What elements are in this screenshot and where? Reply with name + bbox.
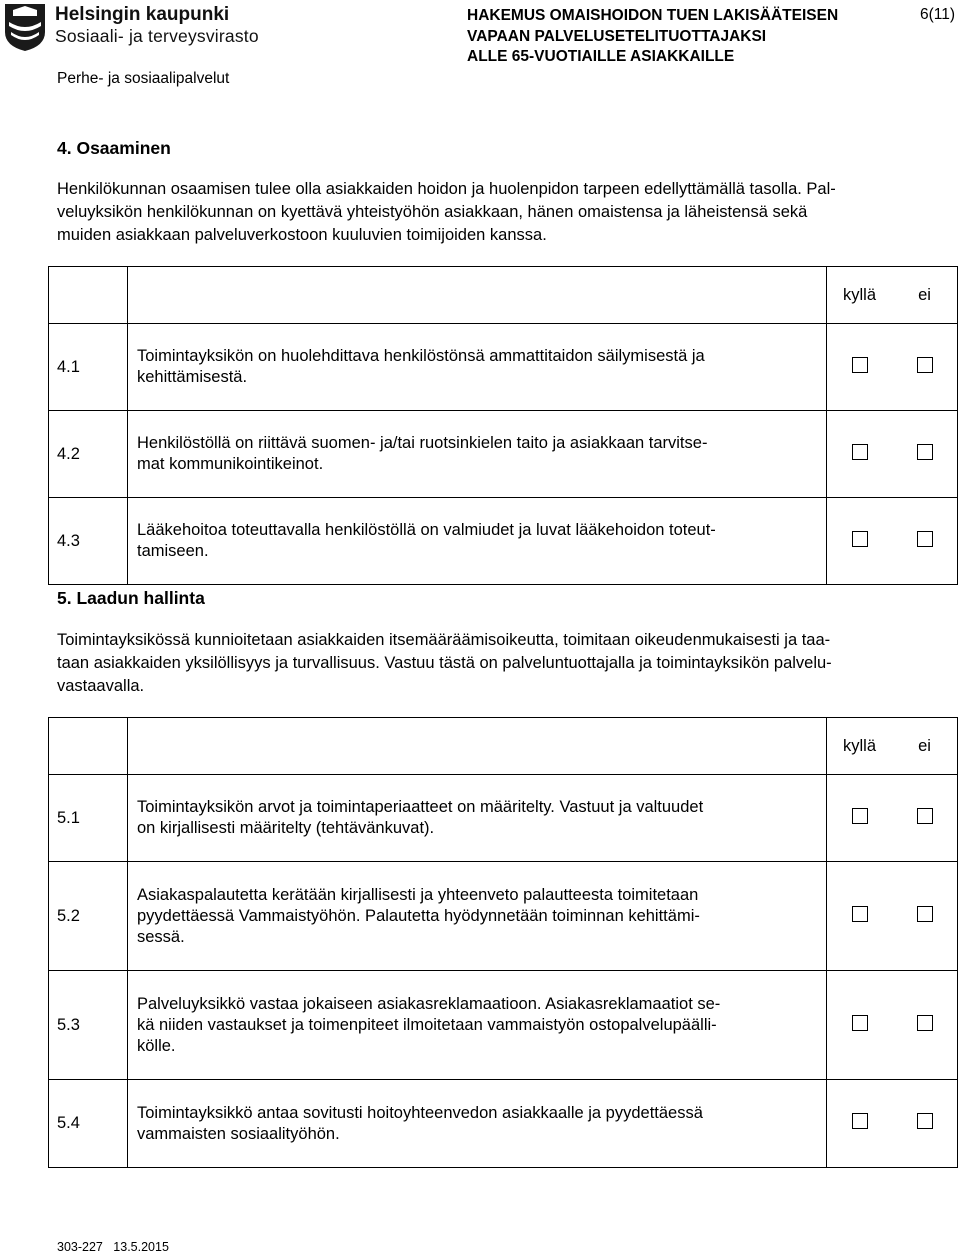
checklist-row [49, 971, 958, 1080]
page-number: 6(11) [920, 6, 956, 23]
item-text: Asiakaspalautetta kerätään kirjallisesti ja yhteenveto palautteesta toimitetaan pyydettäessä Vammaistyöhön. Palautetta hyödynnetään toiminnan kehittämi- sessä. [128, 862, 827, 971]
item-number: 5.1 [49, 775, 128, 862]
yes-checkbox[interactable] [852, 1113, 868, 1129]
item-text: Toimintayksikkö antaa sovitusti hoitoyhteenvedon asiakkaalle ja pyydettäessä vammaisten sosiaalityöhön. [128, 1080, 827, 1168]
document-title-line: VAPAAN PALVELUSETELITUOTTAJAKSI [467, 27, 767, 45]
item-number: 4.2 [49, 411, 128, 498]
checklist-header-row [49, 718, 958, 775]
document-title-line: HAKEMUS OMAISHOIDON TUEN LAKISÄÄTEISEN [467, 7, 839, 24]
yes-checkbox[interactable] [852, 906, 868, 922]
no-checkbox[interactable] [917, 1015, 933, 1031]
checklist-row [49, 1080, 958, 1168]
item-number: 5.4 [49, 1080, 128, 1168]
checklist-row [49, 498, 958, 585]
checklist-row [49, 775, 958, 862]
section-5-checklist [48, 717, 958, 1168]
intro-line: Henkilökunnan osaamisen tulee olla asiakkaiden hoidon ja huolenpidon tarpeen edellyttämällä tasolla. Pal- [57, 180, 836, 198]
column-label-yes: kyllä [842, 285, 876, 304]
item-text: Toimintayksikön arvot ja toimintaperiaatteet on määritelty. Vastuut ja valtuudet on kirjallisesti määritelty (tehtävänkuvat). [128, 775, 827, 862]
city-crest-logo [3, 2, 47, 52]
checklist-row [49, 862, 958, 971]
intro-line: veluyksikön henkilökunnan on kyettävä yhteistyöhön asiakkaan, hänen omaistensa ja läheistensä sekä [57, 203, 808, 221]
item-number: 4.1 [49, 324, 128, 411]
document-title-line: ALLE 65-VUOTIAILLE ASIAKKAILLE [467, 48, 735, 65]
item-number: 4.3 [49, 498, 128, 585]
column-label-no: ei [918, 736, 931, 755]
item-text: Palveluyksikkö vastaa jokaiseen asiakasreklamaatioon. Asiakasreklamaatiot se- kä niiden vastaukset ja toimenpiteet ilmoitetaan vammaistyön ostopalvelupäälli- kölle. [128, 971, 827, 1080]
item-number: 5.3 [49, 971, 128, 1080]
column-label-no: ei [918, 285, 931, 304]
section-5-intro [57, 629, 947, 698]
yes-checkbox[interactable] [852, 357, 868, 373]
item-text: Toimintayksikön on huolehdittava henkilöstönsä ammattitaidon säilymisestä ja kehittämisestä. [128, 324, 827, 411]
no-checkbox[interactable] [917, 444, 933, 460]
section-4-intro [57, 178, 947, 247]
yes-checkbox[interactable] [852, 531, 868, 547]
org-unit: Sosiaali- ja terveysvirasto [55, 26, 259, 46]
column-label-yes: kyllä [842, 736, 876, 755]
no-checkbox[interactable] [917, 808, 933, 824]
checklist-row [49, 411, 958, 498]
footer [57, 1240, 169, 1254]
document-code: 303-227 [57, 1240, 103, 1254]
yes-checkbox[interactable] [852, 1015, 868, 1031]
no-checkbox[interactable] [917, 1113, 933, 1129]
item-text: Lääkehoitoa toteuttavalla henkilöstöllä on valmiudet ja luvat lääkehoidon toteut- tamiseen. [128, 498, 827, 585]
section-4-heading: 4. Osaaminen [57, 138, 171, 158]
document-title [467, 6, 838, 68]
checklist-header-row [49, 267, 958, 324]
no-checkbox[interactable] [917, 531, 933, 547]
item-number: 5.2 [49, 862, 128, 971]
section-5-heading: 5. Laadun hallinta [57, 588, 205, 608]
intro-line: Toimintayksikössä kunnioitetaan asiakkaiden itsemääräämisoikeutta, toimitaan oikeudenmukaisesti ja taa- [57, 631, 831, 649]
intro-line: vastaavalla. [57, 677, 145, 695]
org-name: Helsingin kaupunki [55, 4, 230, 25]
department-name: Perhe- ja sosiaalipalvelut [57, 70, 230, 87]
yes-checkbox[interactable] [852, 444, 868, 460]
item-text: Henkilöstöllä on riittävä suomen- ja/tai ruotsinkielen taito ja asiakkaan tarvitse- mat kommunikointikeinot. [128, 411, 827, 498]
checklist-row [49, 324, 958, 411]
no-checkbox[interactable] [917, 357, 933, 373]
no-checkbox[interactable] [917, 906, 933, 922]
section-4-checklist [48, 266, 958, 585]
intro-line: taan asiakkaiden yksilöllisyys ja turvallisuus. Vastuu tästä on palveluntuottajalla ja toimintayksikön palvelu- [57, 654, 832, 672]
intro-line: muiden asiakkaan palveluverkostoon kuuluvien toimijoiden kanssa. [57, 226, 547, 244]
document-date: 13.5.2015 [113, 1240, 169, 1254]
yes-checkbox[interactable] [852, 808, 868, 824]
